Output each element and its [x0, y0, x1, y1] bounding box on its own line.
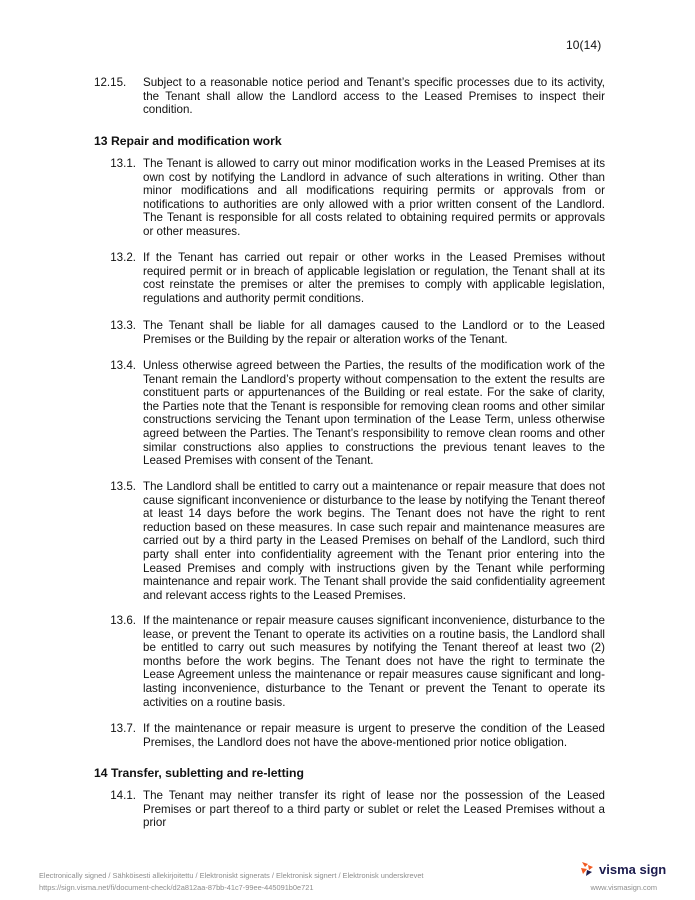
page-number: 10(14) [566, 38, 602, 52]
clause-text: Subject to a reasonable notice period and Tenant’s specific processes due to its activity, the Tenant shall allow the Landlord access to the Leased Premises to inspect their condition. [143, 76, 605, 117]
clause-text: If the Tenant has carried out repair or other works in the Leased Premises without required permit or in breach of applicable legislation or regulation, the Tenant shall at its cost reinstate the premises or alter the premises to comply with applicable legislation, regulations and authority permit conditions. [143, 251, 605, 305]
clause-number: 13.2. [110, 251, 136, 264]
signature-notice: Electronically signed / Sähköisesti allekirjoitettu / Elektroniskt signerats / Elektronisk signert / Elektronisk underskrevet [39, 871, 424, 880]
clause-number: 13.3. [110, 319, 136, 332]
clause-number: 12.15. [94, 76, 127, 89]
clause-number: 13.5. [110, 480, 136, 493]
clause-number: 13.6. [110, 614, 136, 627]
visma-logo-icon [579, 861, 595, 877]
brand-name: visma sign [599, 861, 667, 877]
clause-text: The Tenant shall be liable for all damages caused to the Landlord or to the Leased Premises or the Building by the repair or alteration works of the Tenant. [143, 319, 605, 346]
clause-text: The Landlord shall be entitled to carry out a maintenance or repair measure that does not cause significant inconvenience or disturbance to the lease by notifying the Tenant thereof at least 14 days before the work begins. The Tenant does not have the right to rent reduction based on these measures. In case such repair and maintenance measures are carried out by a third party in the Leased Premises on behalf of the Landlord, such third party shall enter into confidentiality agreement with the Tenant prior entering into the Leased Premises and comply with instructions given by the Tenant while performing maintenance and repair work. The Tenant shall provide the said confidentiality agreement and relevant access rights to the Leased Premises. [143, 480, 605, 602]
clause-text: Unless otherwise agreed between the Parties, the results of the modification work of the Tenant remain the Landlord’s property without compensation to the extent the results are constituent parts or appurtenances of the Building or real estate. For the sake of clarity, the Parties note that the Tenant is responsible for removing clean rooms and other similar constructions servicing the Tenant upon termination of the Lease Term, unless otherwise agreed between the Parties. The Tenant’s responsibility to remove clean rooms and other similar constructions also applies to constructions the previous tenant leaves to the Leased Premises with consent of the Tenant. [143, 359, 605, 468]
section-heading-13: 13 Repair and modification work [94, 134, 282, 148]
clause-text: The Tenant may neither transfer its right of lease nor the possession of the Leased Premises or part thereof to a third party or sublet or relet the Leased Premises without a prior [143, 789, 605, 830]
clause-number: 14.1. [110, 789, 136, 802]
clause-text: If the maintenance or repair measure is urgent to preserve the condition of the Leased Premises, the Landlord does not have the above-mentioned prior notice obligation. [143, 722, 605, 749]
clause-number: 13.1. [110, 157, 136, 170]
visma-sign-logo [579, 861, 666, 877]
section-heading-14: 14 Transfer, subletting and re-letting [94, 766, 304, 780]
clause-number: 13.4. [110, 359, 136, 372]
document-check-link[interactable]: https://sign.visma.net/fi/document-check/d2a812aa-87bb-41c7-99ee-445091b0e721 [39, 883, 314, 892]
brand-url[interactable]: www.vismasign.com [590, 883, 657, 892]
clause-text: The Tenant is allowed to carry out minor modification works in the Leased Premises at its own cost by notifying the Landlord in advance of such alterations in writing. Other than minor modifications and all modifications requiring permits or approvals from or notifications to authorities are only allowed with a prior written consent of the Landlord. The Tenant is responsible for all costs related to obtaining required permits or approvals or other measures. [143, 157, 605, 238]
clause-number: 13.7. [110, 722, 136, 735]
clause-text: If the maintenance or repair measure causes significant inconvenience, disturbance to the lease, or prevent the Tenant to operate its activities on a routine basis, the Landlord shall be entitled to carry out such measures by notifying the Tenant thereof at least two (2) months before the work begins. The Tenant does not have the right to terminate the Lease Agreement unless the maintenance or repair measures cause significant and long-lasting inconvenience, disturbance to the Tenant or prevent the Tenant to operate its activities on a routine basis. [143, 614, 605, 709]
